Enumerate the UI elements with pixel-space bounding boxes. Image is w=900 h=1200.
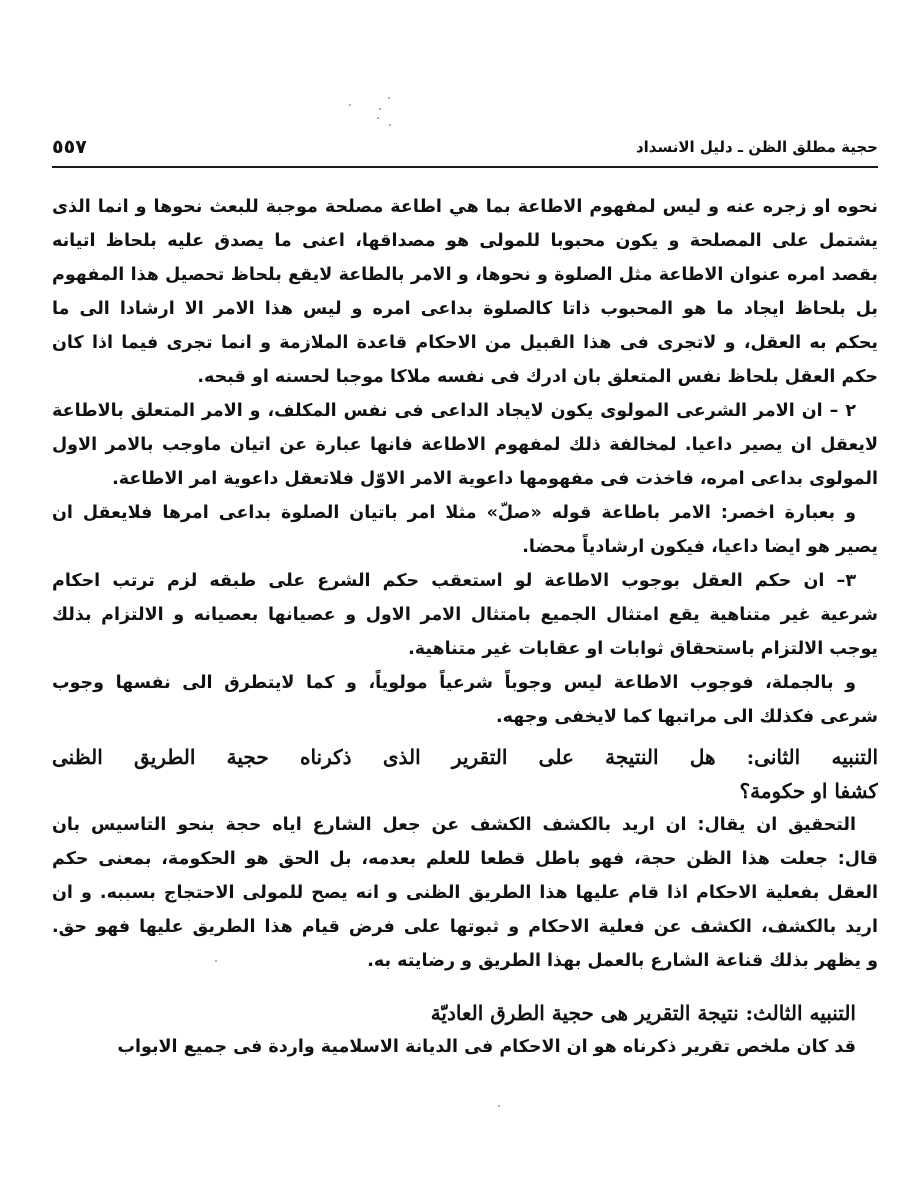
text-line: ٢ – ان الامر الشرعى المولوى يكون لايجاد الداعى فى نفس المكلف، و الامر المتعلق بالاطاعة bbox=[52, 401, 856, 421]
page-header bbox=[52, 138, 878, 162]
spacer bbox=[52, 978, 878, 996]
text-line: العقل بفعلية الاحكام اذا قام عليها هذا الطريق الظنى و انه يصح للمولى الاحتجاج بسببه. و ان bbox=[52, 883, 878, 903]
scan-speck bbox=[377, 117, 379, 119]
body-text bbox=[52, 190, 878, 1064]
scan-speck bbox=[349, 104, 351, 106]
text-line: يشتمل على المصلحة و يكون محبوبا للمولى هو مصداقها، اعنى ما يصدق عليه بلحاظ اتيانه bbox=[52, 231, 878, 251]
text-line: بل بلحاظ ايجاد ما هو المحبوب ذاتا كالصلوة بداعى امره و ليس هذا الامر الا ارشادا الى ما bbox=[52, 299, 878, 319]
paragraph-5 bbox=[52, 666, 878, 734]
text-line: و يظهر بذلك قناعة الشارع بالعمل بهذا الطريق و رضايته به. bbox=[367, 951, 878, 971]
paragraph-2 bbox=[52, 394, 878, 496]
section-heading: التنبيه الثانى: هل النتيجة على التقرير الذى ذكرناه حجية الطريق الظنى bbox=[52, 745, 878, 769]
scan-speck bbox=[215, 960, 217, 962]
header-rule bbox=[52, 166, 878, 168]
text-line: لايعقل ان يصير داعيا. لمخالفة ذلك لمفهوم الاطاعة فانها عبارة عن اتيان ماوجب بالامر الاول bbox=[52, 435, 878, 455]
text-line: و بالجملة، فوجوب الاطاعة ليس وجوباً شرعياً مولوياً، و كما لايتطرق الى نفسها وجوب bbox=[52, 673, 856, 693]
paragraph-3 bbox=[52, 496, 878, 564]
section-heading: التنبيه الثالث: نتيجة التقرير هى حجية الطرق العاديّة bbox=[430, 1001, 856, 1025]
page-number: ٥٥٧ bbox=[52, 136, 87, 158]
text-line: اريد بالكشف، الكشف عن فعلية الاحكام و ثبوتها على فرض قيام هذا الطريق عليها فهو حق. bbox=[52, 917, 878, 937]
text-line: قال: جعلت هذا الظن حجة، فهو باطل قطعا للعلم بعدمه، بل الحق هو الحكومة، بمعنى حكم bbox=[52, 849, 878, 869]
text-line: يوجب الالتزام باستحقاق ثوابات او عقابات غير متناهية. bbox=[408, 639, 878, 659]
text-line: بقصد امره عنوان الاطاعة مثل الصلوة و نحوها، و الامر بالطاعة لايقع بلحاظ تحصيل هذا المفهوم bbox=[52, 265, 878, 285]
text-line: شرعية غير متناهية يقع امتثال الجميع بامتثال الامر الاول و عصيانها بعصيانه و الالتزام بذلك bbox=[52, 605, 878, 625]
text-line: قد كان ملخص تقرير ذكرناه هو ان الاحكام فى الديانة الاسلامية واردة فى جميع الابواب bbox=[117, 1037, 856, 1057]
text-line: يصير هو ايضا داعيا، فيكون ارشادياً محضا. bbox=[522, 537, 878, 557]
paragraph-4 bbox=[52, 564, 878, 666]
paragraph-1 bbox=[52, 190, 878, 394]
section-3 bbox=[52, 996, 878, 1064]
scan-speck bbox=[389, 124, 391, 126]
text-line: ٣– ان حكم العقل بوجوب الاطاعة لو استعقب حكم الشرع على طبقه لزم ترتب احكام bbox=[52, 571, 856, 591]
text-line: نحوه او زجره عنه و ليس لمفهوم الاطاعة بما هي اطاعة مصلحة موجبة للبعث نحوها و انما الذى bbox=[52, 197, 878, 217]
running-title: حجية مطلق الظن ـ دليل الانسداد bbox=[635, 138, 878, 156]
text-line: حكم العقل بلحاظ نفس المتعلق بان ادرك فى نفسه ملاكا موجبا لحسنه او قبحه. bbox=[197, 367, 878, 387]
text-line: و بعبارة اخصر: الامر باطاعة قوله «صلّ» مثلا امر باتيان الصلوة بداعى امرها فلايعقل ان bbox=[52, 503, 856, 523]
text-line: المولوى بداعى امره، فاخذت فى مفهومها داعوية الامر الاوّل فلاتعقل داعوية امر الاطاعة. bbox=[112, 469, 878, 489]
section-heading: كشفا او حكومة؟ bbox=[739, 779, 878, 803]
section-2 bbox=[52, 740, 878, 978]
scan-speck bbox=[379, 108, 381, 110]
text-line: يحكم به العقل، و لاتجرى فى هذا القبيل من الاحكام قاعدة الملازمة و انما تجرى فيما اذا كان bbox=[52, 333, 878, 353]
text-line: التحقيق ان يقال: ان اريد بالكشف الكشف عن جعل الشارع اياه حجة بنحو التاسيس بان bbox=[52, 815, 856, 835]
scan-speck bbox=[388, 97, 390, 99]
scan-speck bbox=[498, 1105, 500, 1107]
text-line: شرعى فكذلك الى مراتبها كما لايخفى وجهه. bbox=[495, 707, 878, 727]
